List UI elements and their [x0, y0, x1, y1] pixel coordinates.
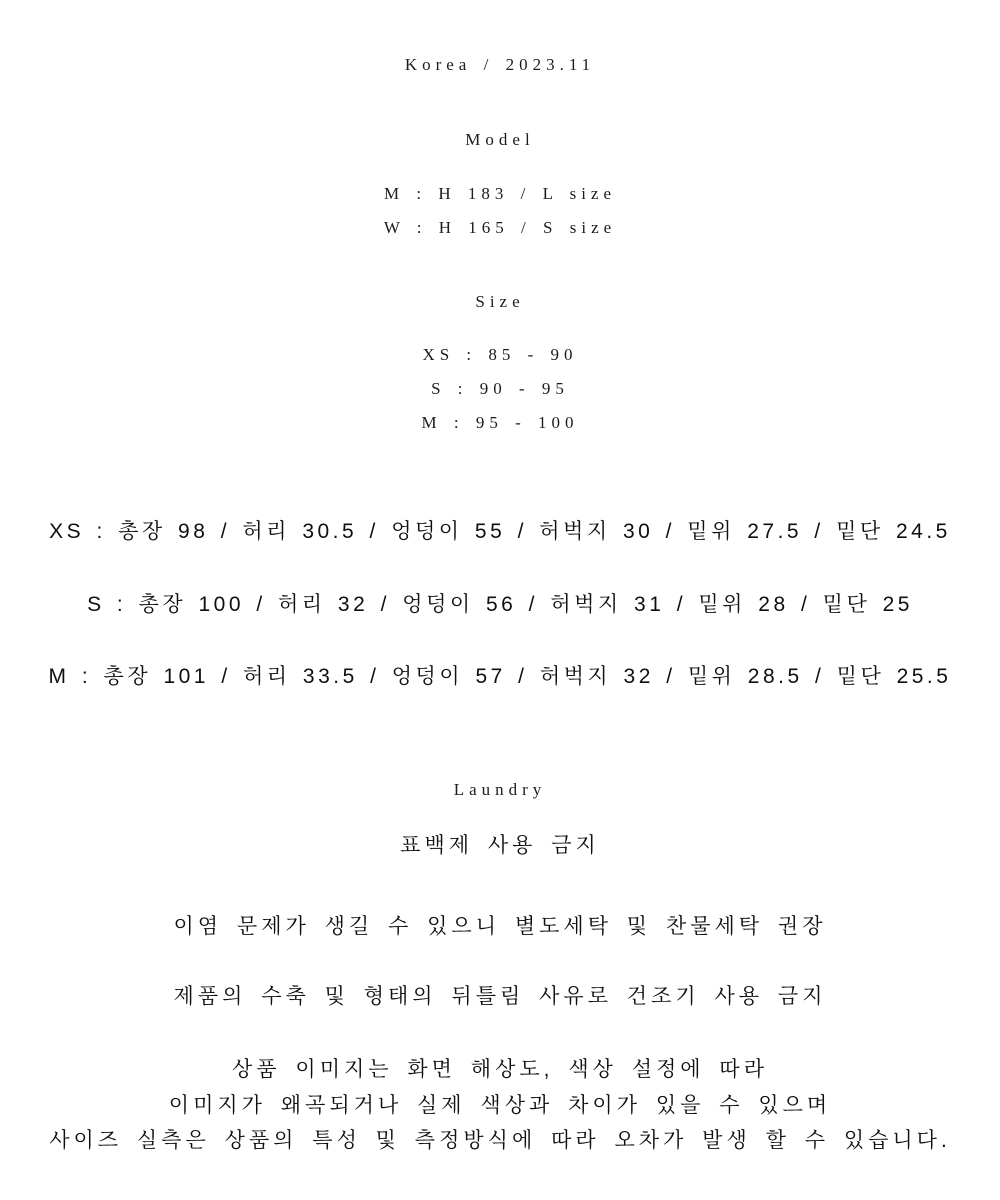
measurement-m-line: M : 총장 101 / 허리 33.5 / 엉덩이 57 / 허벅지 32 / 밑위 28.5 / 밑단 25.5	[48, 665, 952, 688]
model-women-spec-line: W : H 165 / S size	[383, 218, 617, 237]
measurement-xs-line: XS : 총장 98 / 허리 30.5 / 엉덩이 55 / 허벅지 30 / 밑위 27.5 / 밑단 24.5	[49, 520, 951, 543]
notice-color-difference-line: 이미지가 왜곡되거나 실제 색상과 차이가 있을 수 있으며	[168, 1094, 832, 1117]
laundry-rule-dryer-line: 제품의 수축 및 형태의 뒤틀림 사유로 건조기 사용 금지	[173, 985, 827, 1008]
size-range-xs-line: XS : 85 - 90	[422, 345, 578, 364]
notice-display-line: 상품 이미지는 화면 해상도, 색상 설정에 따라	[232, 1058, 768, 1081]
size-range-m-line: M : 95 - 100	[421, 413, 579, 432]
notice-measurement-tolerance-line: 사이즈 실측은 상품의 특성 및 측정방식에 따라 오차가 발생 할 수 있습니다.	[49, 1129, 951, 1152]
measurement-s-line: S : 총장 100 / 허리 32 / 엉덩이 56 / 허벅지 31 / 밑위 28 / 밑단 25	[87, 593, 913, 616]
model-men-spec-line: M : H 183 / L size	[383, 184, 617, 203]
size-range-s-line: S : 90 - 95	[431, 379, 569, 398]
model-section-title: Model	[465, 130, 535, 149]
laundry-rule-separate-wash-line: 이염 문제가 생길 수 있으니 별도세탁 및 찬물세탁 권장	[173, 915, 827, 938]
size-section-title: Size	[475, 292, 525, 311]
origin-date-line: Korea / 2023.11	[404, 55, 596, 74]
laundry-rule-bleach-line: 표백제 사용 금지	[400, 834, 600, 857]
laundry-section-title: Laundry	[453, 780, 547, 799]
